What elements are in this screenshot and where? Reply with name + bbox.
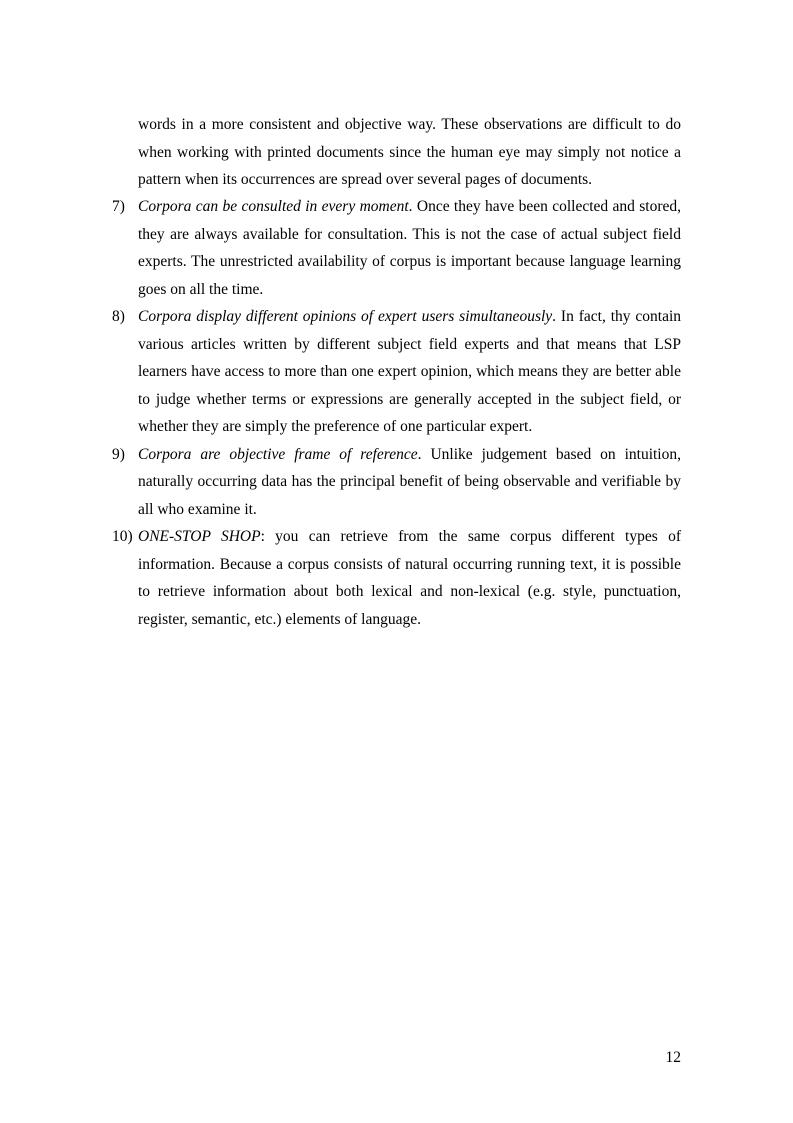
list-item-lead: Corpora display different opinions of expert users simultaneously <box>138 308 553 325</box>
continuation-paragraph: words in a more consistent and objective way. These observations are difficult to do when working with printed documents since the human eye may simply not notice a pattern when its occurrences are spread over several pages of documents. <box>138 116 681 188</box>
list-item-text: . Once they have been collected and stored, they are always available for consultation. This is not the case of actual subject field experts. The unrestricted availability of corpus is important because language learning goes on all the time. <box>138 198 681 298</box>
list-item <box>112 523 681 633</box>
page-number: 12 <box>665 1049 681 1066</box>
list-item-lead: Corpora are objective frame of reference <box>138 445 418 463</box>
list-item <box>112 303 681 441</box>
list-item <box>112 193 681 303</box>
list-item-lead: ONE-STOP SHOP <box>138 528 261 545</box>
list-item-number: 7) <box>112 198 125 215</box>
list-item-text: : you can retrieve from the same corpus different types of information. Because a corpus consists of natural occurring running text, it is possible to retrieve information about both lexical and non-lexical (e.g. style, punctuation, register, semantic, etc.) elements of language. <box>138 528 681 628</box>
numbered-list <box>112 193 681 633</box>
list-item-number: 9) <box>112 445 125 463</box>
list-item-number: 8) <box>112 308 125 325</box>
list-item-text: . Unlike judgement based on intuition, naturally occurring data has the principal benefit of being observable and verifiable by all who examine it. <box>138 445 681 518</box>
list-item-text: . In fact, thy contain various articles written by different subject field experts and that means that LSP learners have access to more than one expert opinion, which means they are better able to judge whether terms or expressions are generally accepted in the subject field, or whether they are simply the preference of one particular expert. <box>138 308 682 435</box>
list-item <box>112 441 681 524</box>
list-item-number: 10) <box>112 528 133 545</box>
list-item-lead: Corpora can be consulted in every moment <box>138 198 409 215</box>
